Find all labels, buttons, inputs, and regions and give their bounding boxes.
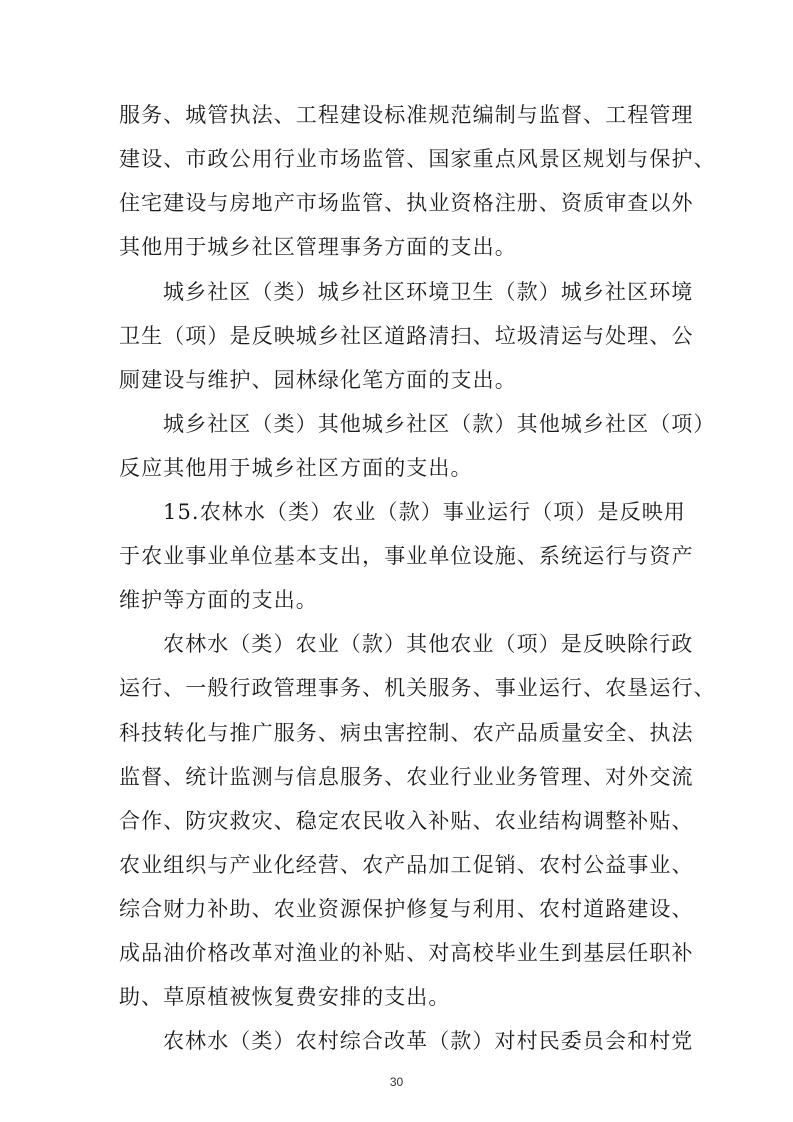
text-line: 助、草原植被恢复费安排的支出。 [119, 985, 451, 1009]
text-line: 农林水（类）农村综合改革（款）对村民委员会和村党 [163, 1029, 694, 1053]
text-line: 住宅建设与房地产市场监管、执业资格注册、资质审查以外 [119, 191, 694, 215]
text-line: 合作、防灾救灾、稳定农民收入补贴、农业结构调整补贴、 [119, 809, 694, 833]
text-line: 运行、一般行政管理事务、机关服务、事业运行、农垦运行、 [119, 676, 716, 700]
text-line: 农业组织与产业化经营、农产品加工促销、农村公益事业、 [119, 853, 694, 877]
text-line: 农林水（类）农业（款）其他农业（项）是反映除行政 [163, 632, 694, 656]
text-line: 城乡社区（类）城乡社区环境卫生（款）城乡社区环境 [163, 280, 694, 304]
page-number: 30 [389, 1075, 404, 1089]
text-line: 维护等方面的支出。 [119, 588, 318, 612]
text-line: 成品油价格改革对渔业的补贴、对高校毕业生到基层任职补 [119, 941, 694, 965]
text-line: 其他用于城乡社区管理事务方面的支出。 [119, 235, 517, 259]
text-line: 服务、城管执法、工程建设标准规范编制与监督、工程管理 [119, 103, 694, 127]
text-line: 于农业事业单位基本支出，事业单位设施、系统运行与资产 [119, 544, 694, 568]
text-line: 监督、统计监测与信息服务、农业行业业务管理、对外交流 [119, 765, 694, 789]
text-line: 建设、市政公用行业市场监管、国家重点风景区规划与保护、 [119, 147, 716, 171]
text-line: 15.农林水（类）农业（款）事业运行（项）是反映用 [163, 500, 686, 524]
text-line: 城乡社区（类）其他城乡社区（款）其他城乡社区（项） [163, 412, 716, 436]
text-line: 综合财力补助、农业资源保护修复与利用、农村道路建设、 [119, 897, 694, 921]
text-line: 厕建设与维护、园林绿化笔方面的支出。 [119, 368, 517, 392]
text-line: 卫生（项）是反映城乡社区道路清扫、垃圾清运与处理、公 [119, 324, 694, 348]
text-line: 科技转化与推广服务、病虫害控制、农产品质量安全、执法 [119, 721, 694, 745]
text-line: 反应其他用于城乡社区方面的支出。 [119, 456, 473, 480]
